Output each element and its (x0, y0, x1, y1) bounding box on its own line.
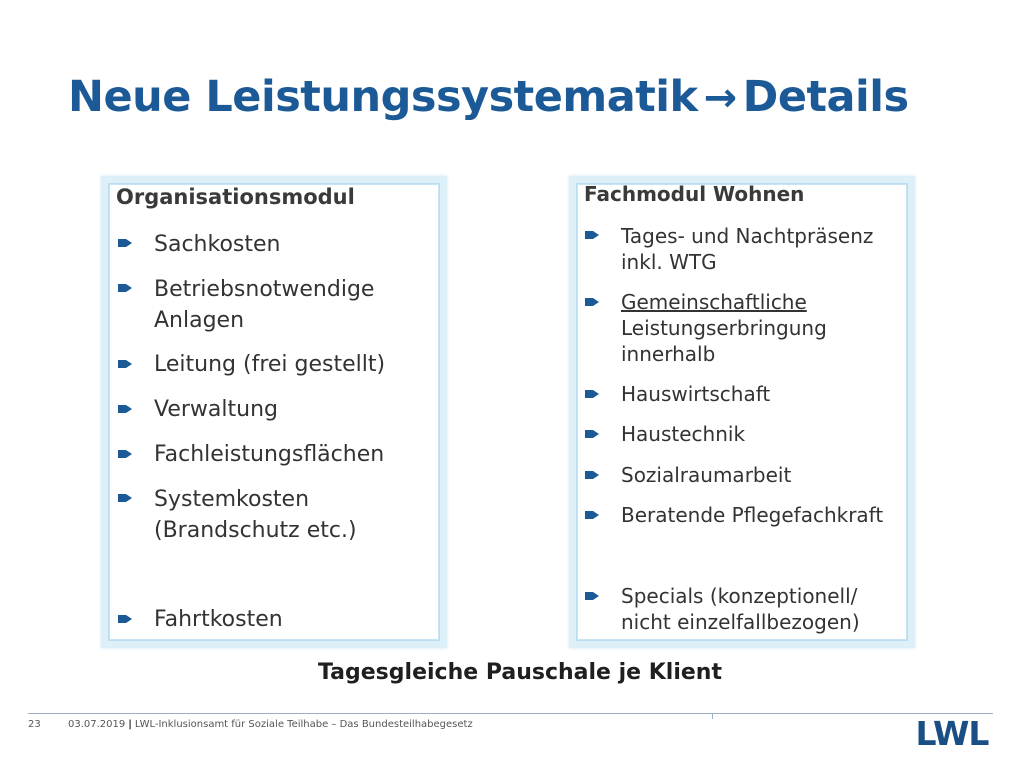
footer-divider (28, 713, 993, 714)
lwl-logo (906, 718, 998, 748)
title-right: Details (742, 72, 909, 122)
caption: Tagesgleiche Pauschale je Klient (318, 660, 722, 685)
list-item: Leitung (frei gestellt) (154, 352, 386, 377)
lwl-logo-text: LWL (915, 718, 989, 748)
bullet-icon (585, 296, 600, 308)
bullet-icon (585, 469, 600, 481)
list-item: Hauswirtschaft (621, 382, 771, 406)
organisationsmodul-heading: Organisationsmodul (116, 185, 355, 209)
bullet-icon (585, 388, 600, 400)
list-item: Fahrtkosten (154, 607, 283, 632)
list-item: Gemeinschaftliche Leistungserbringung innerhalb (621, 290, 827, 366)
bullet-icon (118, 237, 133, 249)
arrow-right-icon: → (703, 75, 737, 121)
footer-divider-tick (712, 713, 713, 719)
bullet-icon (118, 613, 133, 625)
page-number: 23 (28, 719, 41, 730)
bullet-icon (585, 229, 600, 241)
slide-title (68, 72, 909, 122)
bullet-icon (118, 403, 133, 415)
bullet-icon (585, 509, 600, 521)
list-item: Specials (konzeptionell/ nicht einzelfallbezogen) (621, 584, 860, 634)
bullet-icon (118, 282, 133, 294)
bullet-icon (585, 590, 600, 602)
list-item: Betriebsnotwendige Anlagen (154, 277, 375, 333)
footer-separator: | (128, 719, 132, 730)
fachmodul-wohnen-heading: Fachmodul Wohnen (584, 182, 805, 206)
list-item: Fachleistungsflächen (154, 442, 385, 467)
title-left: Neue Leistungssystematik (68, 72, 698, 122)
bullet-icon (585, 428, 600, 440)
bullet-icon (118, 358, 133, 370)
footer-text (68, 719, 473, 730)
list-item: Beratende Pflegefachkraft (621, 503, 884, 527)
list-item: Haustechnik (621, 422, 746, 446)
bullet-icon (118, 448, 133, 460)
footer-date: 03.07.2019 (68, 719, 126, 730)
list-item: Sozialraumarbeit (621, 463, 792, 487)
bullet-icon (118, 492, 133, 504)
list-item: Sachkosten (154, 232, 281, 257)
list-item: Systemkosten (Brandschutz etc.) (154, 487, 357, 543)
list-item: Verwaltung (154, 397, 278, 422)
list-item: Tages- und Nachtpräsenz inkl. WTG (621, 224, 874, 274)
footer-description: LWL-Inklusionsamt für Soziale Teilhabe – Das Bundesteilhabegesetz (134, 719, 473, 730)
